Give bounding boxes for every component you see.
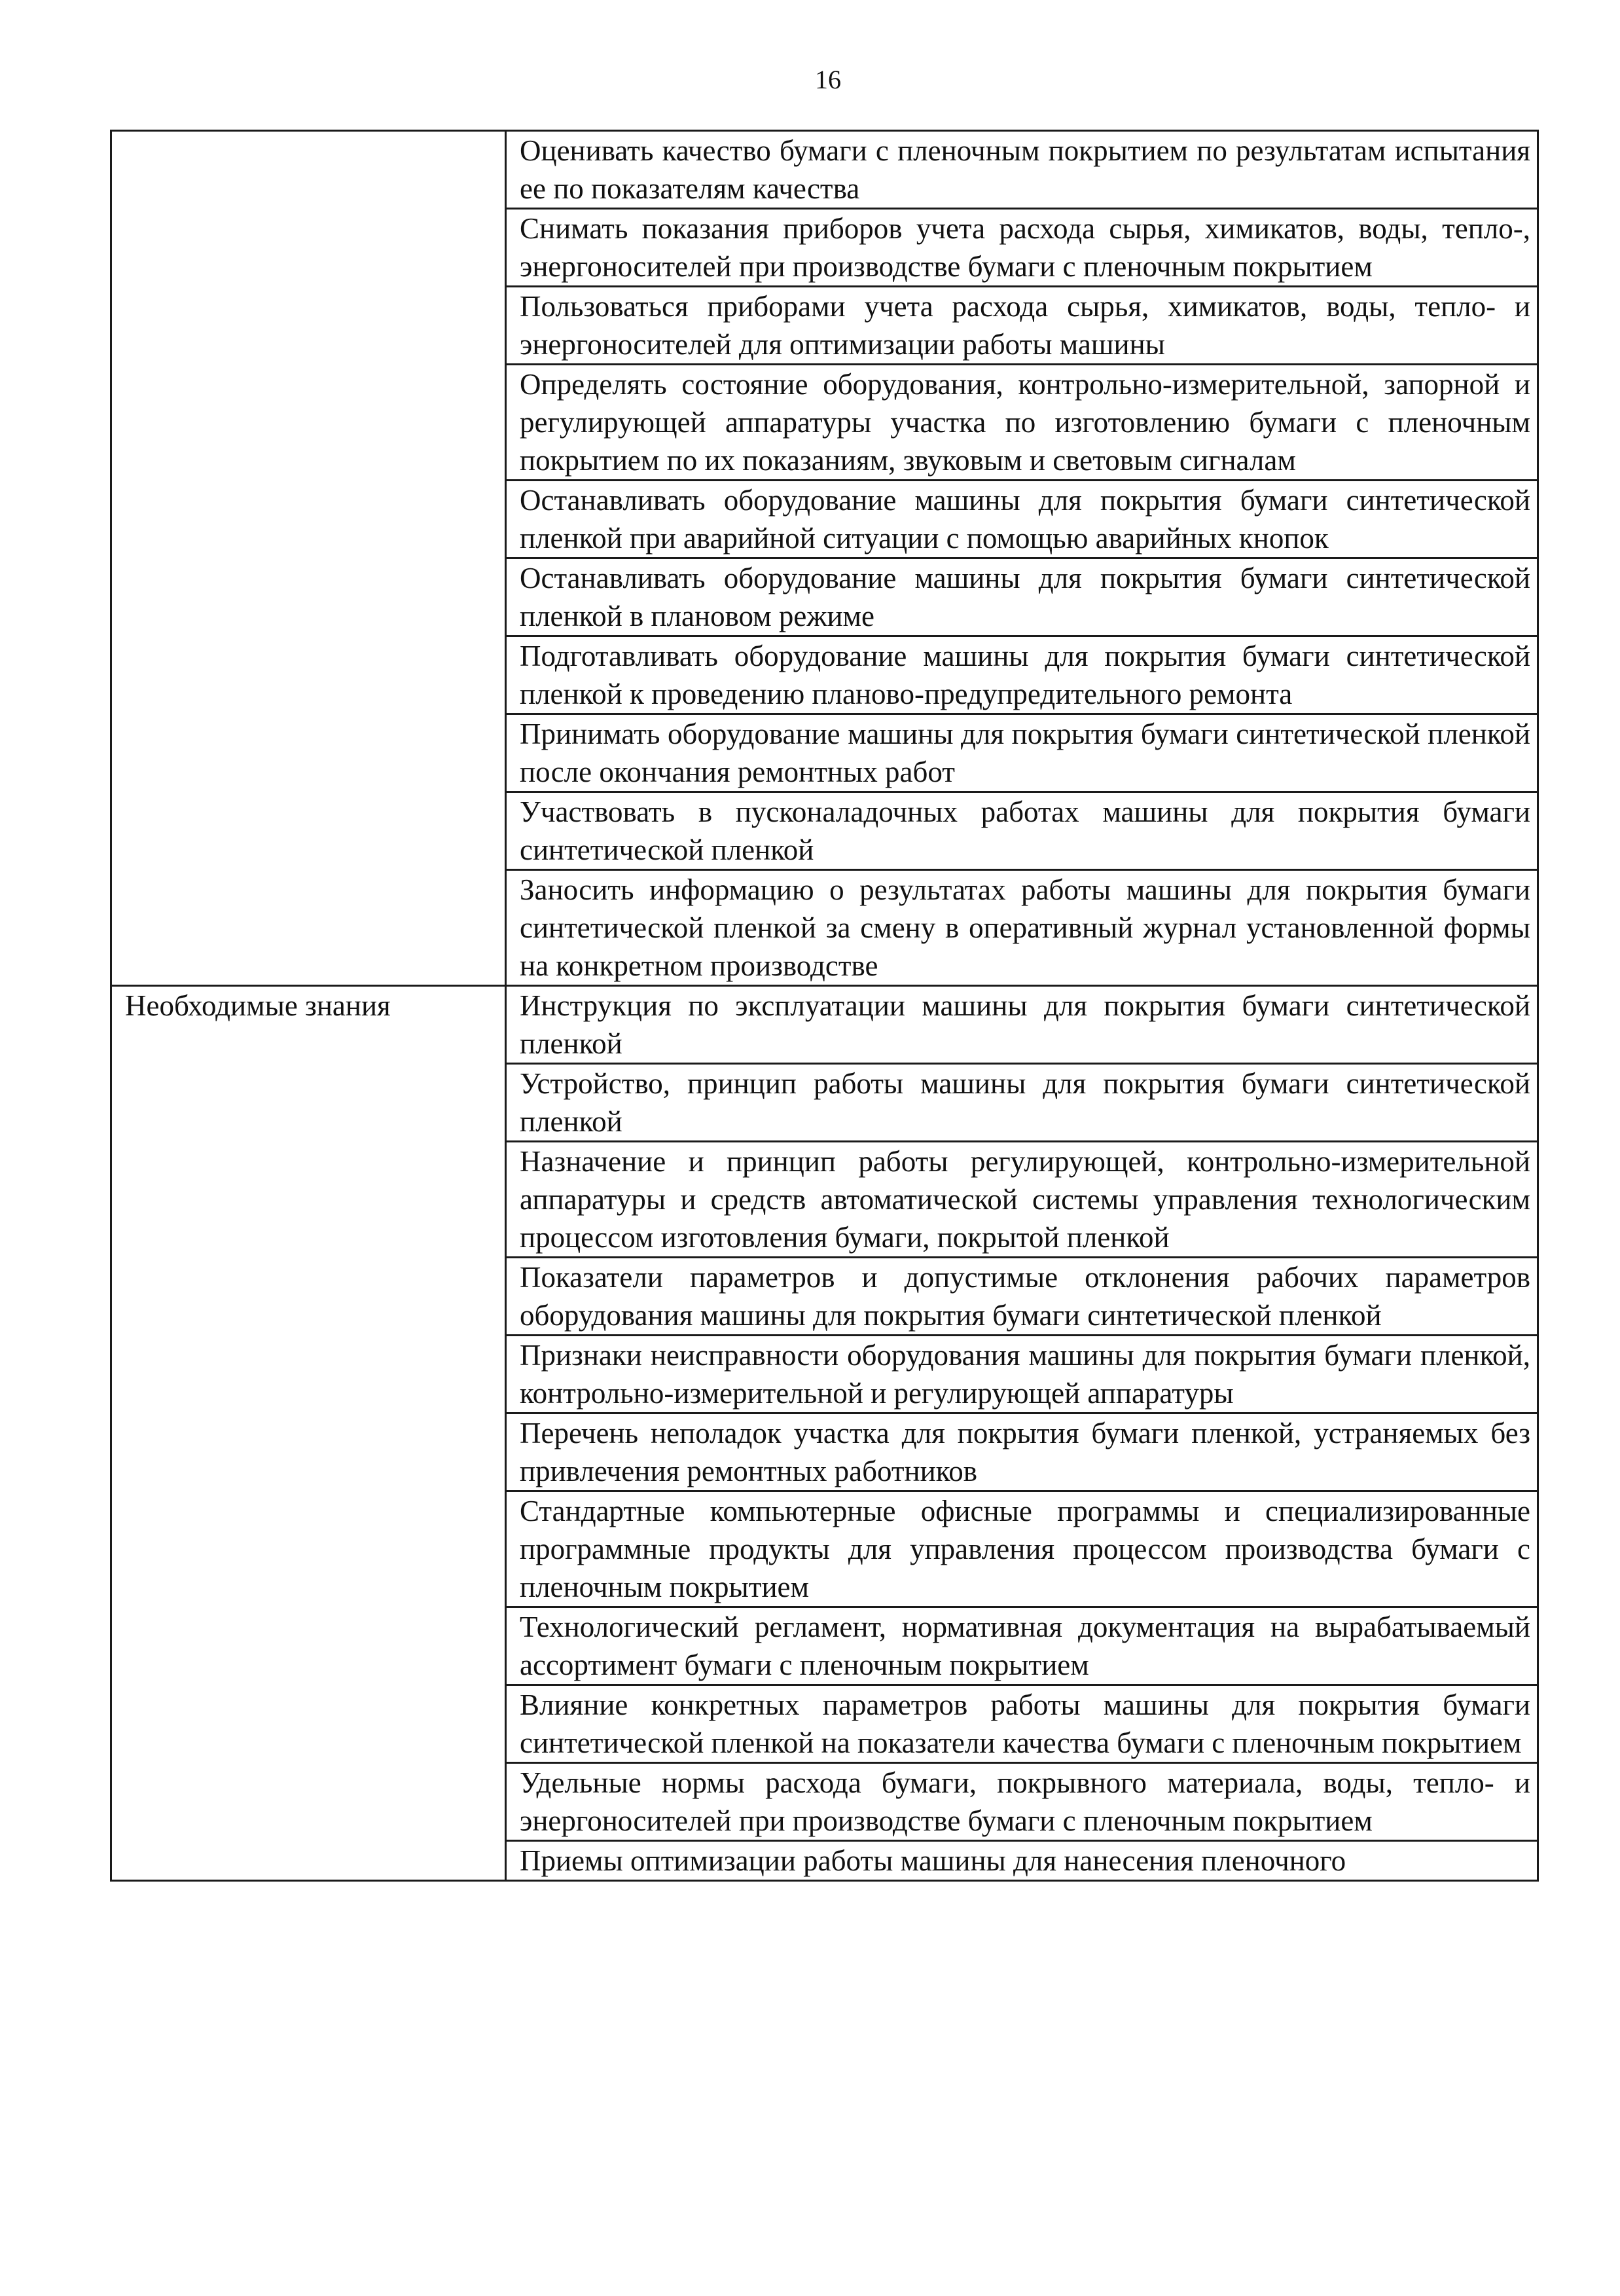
section-label-skills [111,131,506,986]
table-cell-item: Определять состояние оборудования, контрольно-измерительной, запорной и регулирующей аппаратуры участка по изготовлению бумаги с пленочным покрытием по их показаниям, звуковым и световым сигналам [506,365,1538,481]
section-label-knowledge: Необходимые знания [111,986,506,1881]
table-cell-item: Участвовать в пусконаладочных работах машины для покрытия бумаги синтетической пленкой [506,792,1538,870]
table-cell-item: Технологический регламент, нормативная документация на вырабатываемый ассортимент бумаги с пленочным покрытием [506,1607,1538,1685]
table-row [111,131,1538,209]
table-cell-item: Показатели параметров и допустимые отклонения рабочих параметров оборудования машины для покрытия бумаги синтетической пленкой [506,1258,1538,1336]
table-cell-item: Снимать показания приборов учета расхода сырья, химикатов, воды, тепло-, энергоносителей при производстве бумаги с пленочным покрытием [506,209,1538,287]
table-cell-item: Оценивать качество бумаги с пленочным покрытием по результатам испытания ее по показателям качества [506,131,1538,209]
table-cell-item: Пользоваться приборами учета расхода сырья, химикатов, воды, тепло- и энергоносителей для оптимизации работы машины [506,287,1538,365]
table-cell-item: Останавливать оборудование машины для покрытия бумаги синтетической пленкой в плановом режиме [506,558,1538,636]
page-number: 16 [815,65,841,94]
table-cell-item: Назначение и принцип работы регулирующей, контрольно-измерительной аппаратуры и средств автоматической системы управления технологическим процессом изготовления бумаги, покрытой пленкой [506,1142,1538,1258]
table-cell-item: Признаки неисправности оборудования машины для покрытия бумаги пленкой, контрольно-измерительной и регулирующей аппаратуры [506,1336,1538,1413]
table-cell-item: Приемы оптимизации работы машины для нанесения пленочного [506,1841,1538,1881]
skills-knowledge-table [110,130,1539,1882]
table-cell-item: Заносить информацию о результатах работы машины для покрытия бумаги синтетической пленкой за смену в оперативный журнал установленной формы на конкретном производстве [506,870,1538,986]
table-body [111,131,1538,1881]
table-cell-item: Устройство, принцип работы машины для покрытия бумаги синтетической пленкой [506,1064,1538,1142]
table-cell-item: Стандартные компьютерные офисные программы и специализированные программные продукты для управления процессом производства бумаги с пленочным покрытием [506,1491,1538,1607]
table-cell-item: Принимать оборудование машины для покрытия бумаги синтетической пленкой после окончания ремонтных работ [506,714,1538,792]
table-cell-item: Останавливать оборудование машины для покрытия бумаги синтетической пленкой при аварийной ситуации с помощью аварийных кнопок [506,481,1538,558]
table-cell-item: Перечень неполадок участка для покрытия бумаги пленкой, устраняемых без привлечения ремонтных работников [506,1413,1538,1491]
table-row [111,986,1538,1064]
table-cell-item: Удельные нормы расхода бумаги, покрывного материала, воды, тепло- и энергоносителей при производстве бумаги с пленочным покрытием [506,1763,1538,1841]
table-cell-item: Влияние конкретных параметров работы машины для покрытия бумаги синтетической пленкой на показатели качества бумаги с пленочным покрытием [506,1685,1538,1763]
table-cell-item: Подготавливать оборудование машины для покрытия бумаги синтетической пленкой к проведению планово-предупредительного ремонта [506,636,1538,714]
table-cell-item: Инструкция по эксплуатации машины для покрытия бумаги синтетической пленкой [506,986,1538,1064]
